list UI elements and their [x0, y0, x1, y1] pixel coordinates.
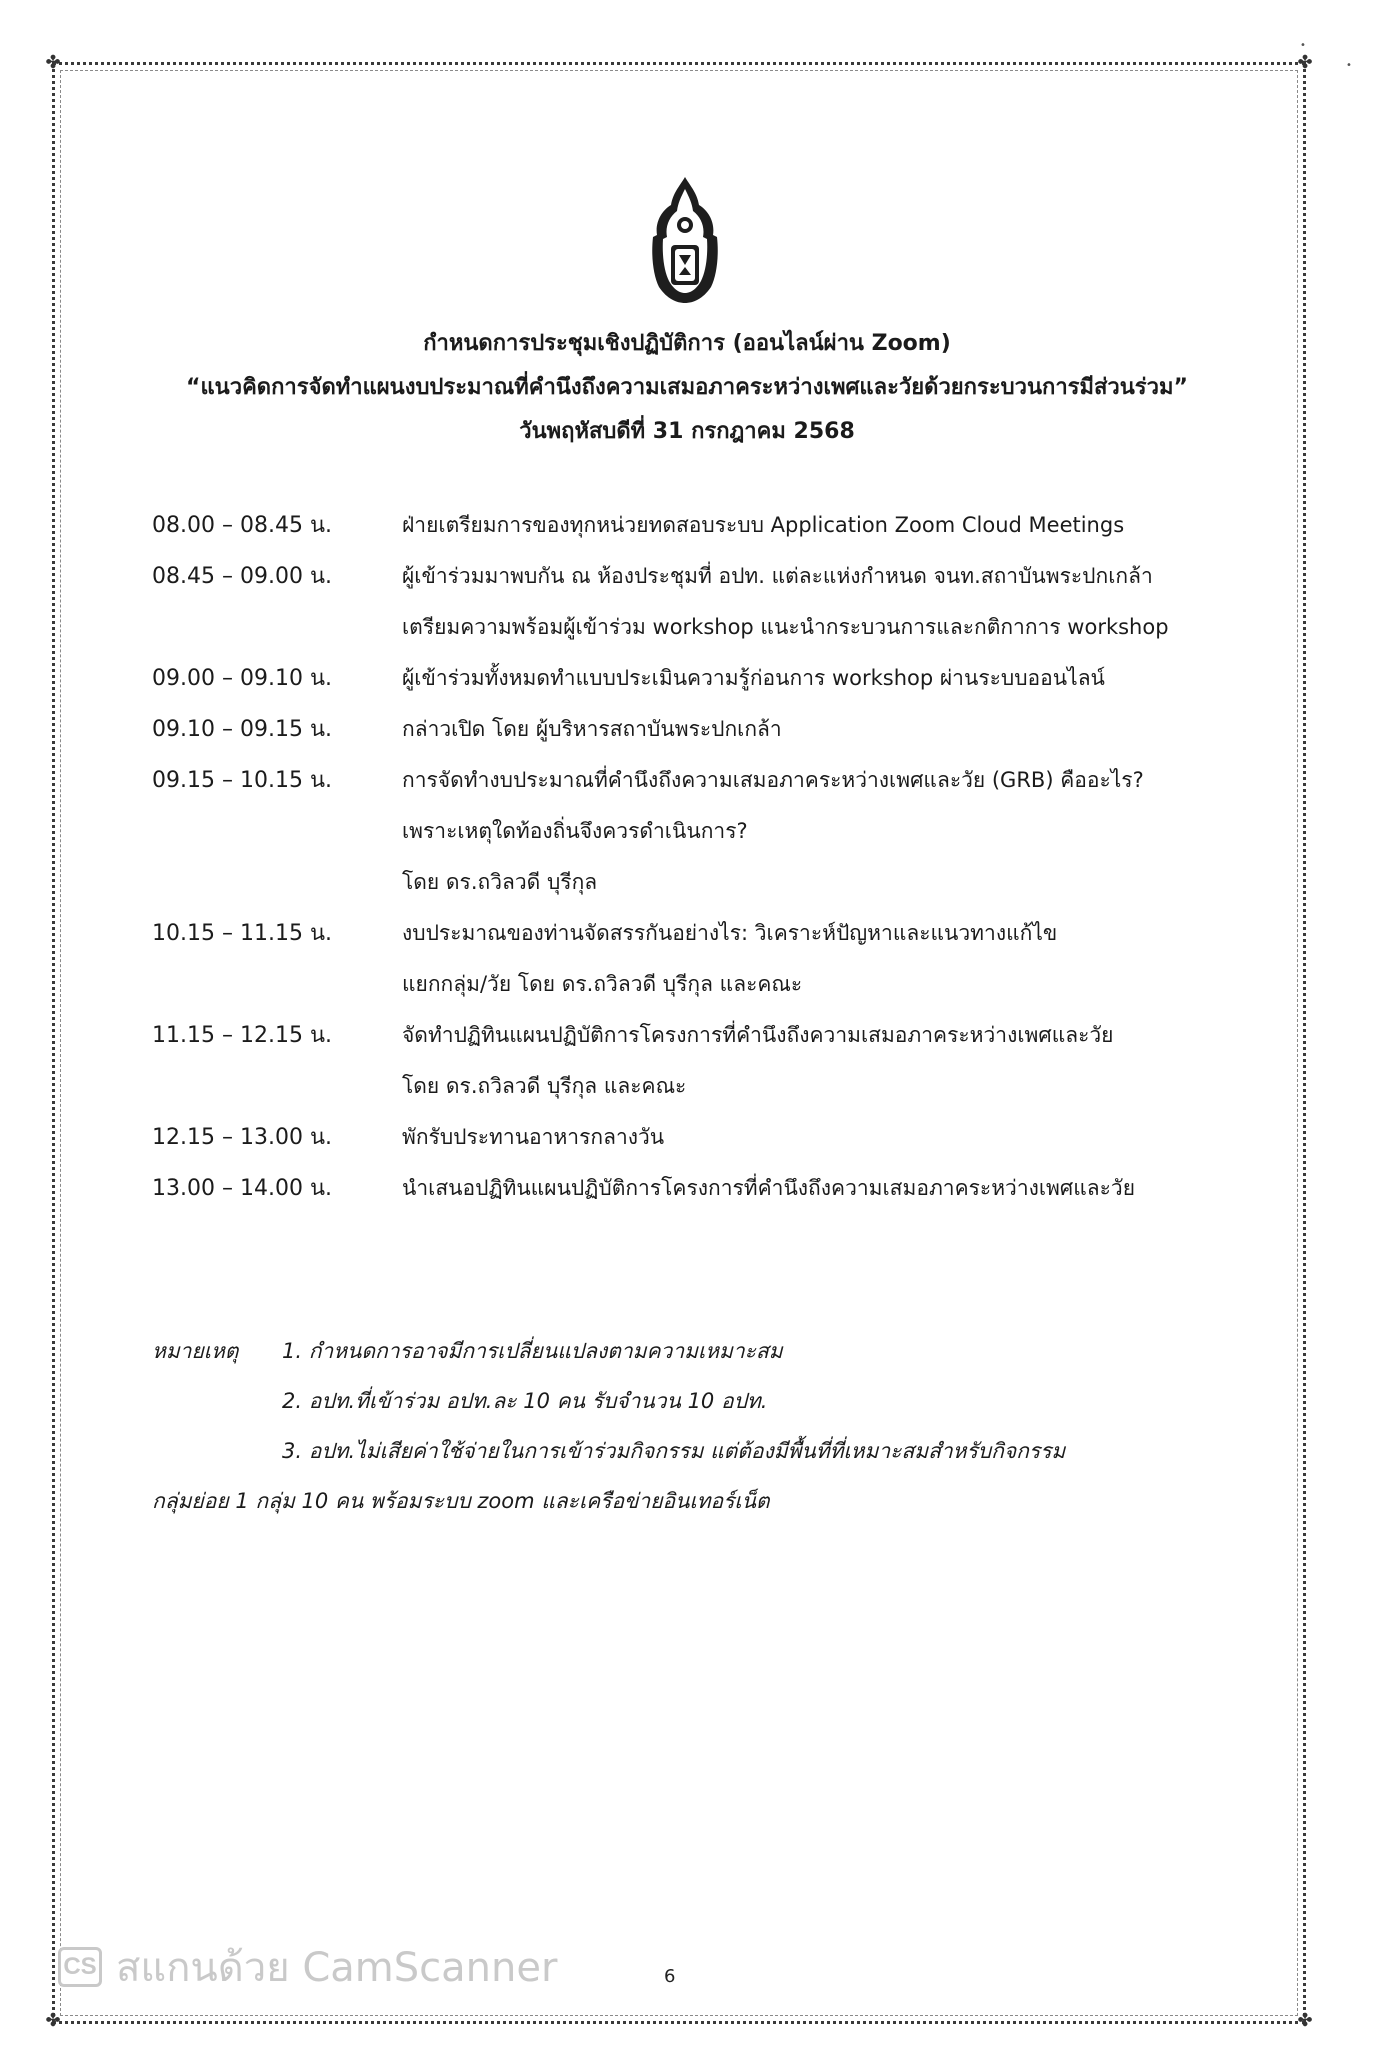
- schedule-time: 10.15 – 11.15 น.: [152, 921, 332, 946]
- corner-ornament-icon: ✤: [45, 52, 61, 73]
- schedule-description: นำเสนอปฏิทินแผนปฏิบัติการโครงการที่คำนึงถึงความเสมอภาคระหว่างเพศและวัย: [402, 1176, 1136, 1200]
- corner-ornament-icon: ✤: [1297, 52, 1313, 73]
- schedule-row: [152, 1010, 1262, 1112]
- scan-speck: •: [1346, 60, 1352, 71]
- notes-label: หมายเหตุ: [152, 1339, 239, 1363]
- schedule-time: 08.45 – 09.00 น.: [152, 564, 332, 589]
- schedule-time: 12.15 – 13.00 น.: [152, 1125, 332, 1150]
- camscanner-logo-icon: CS: [58, 1947, 102, 1987]
- title-line-3: วันพฤหัสบดีที่ 31 กรกฎาคม 2568: [519, 419, 855, 444]
- note-item: 3. อปท.ไม่เสียค่าใช้จ่ายในการเข้าร่วมกิจกรรม แต่ต้องมีพื้นที่ที่เหมาะสมสำหรับกิจกรรม: [282, 1439, 1066, 1463]
- schedule-description: การจัดทำงบประมาณที่คำนึงถึงความเสมอภาคระหว่างเพศและวัย (GRB) คืออะไร?: [402, 768, 1144, 792]
- note-continuation: กลุ่มย่อย 1 กลุ่ม 10 คน พร้อมระบบ zoom และเครือข่ายอินเทอร์เน็ต: [152, 1489, 770, 1513]
- schedule-list: [152, 500, 1262, 1214]
- schedule-description: พักรับประทานอาหารกลางวัน: [402, 1125, 665, 1149]
- schedule-row: [152, 551, 1262, 653]
- camscanner-watermark: [58, 1942, 557, 1992]
- schedule-description: กล่าวเปิด โดย ผู้บริหารสถาบันพระปกเกล้า: [402, 717, 782, 741]
- schedule-time: 13.00 – 14.00 น.: [152, 1176, 332, 1201]
- schedule-speaker: โดย ดร.ถวิลวดี บุรีกุล และคณะ: [402, 1074, 687, 1098]
- title-block: [120, 322, 1254, 454]
- schedule-description: ผู้เข้าร่วมทั้งหมดทำแบบประเมินความรู้ก่อนการ workshop ผ่านระบบออนไลน์: [402, 666, 1105, 690]
- scan-speck: •: [1300, 40, 1306, 51]
- schedule-time: 09.10 – 09.15 น.: [152, 717, 332, 742]
- note-item: 1. กำหนดการอาจมีการเปลี่ยนแปลงตามความเหมาะสม: [282, 1339, 783, 1363]
- title-line-1: กำหนดการประชุมเชิงปฏิบัติการ (ออนไลน์ผ่าน Zoom): [423, 331, 951, 356]
- corner-ornament-icon: ✤: [1297, 2010, 1313, 2031]
- schedule-time: 09.15 – 10.15 น.: [152, 768, 332, 793]
- corner-ornament-icon: ✤: [45, 2010, 61, 2031]
- schedule-description: ฝ่ายเตรียมการของทุกหน่วยทดสอบระบบ Application Zoom Cloud Meetings: [402, 513, 1125, 537]
- schedule-speaker: แยกกลุ่ม/วัย โดย ดร.ถวิลวดี บุรีกุล และคณะ: [402, 972, 803, 996]
- schedule-time: 11.15 – 12.15 น.: [152, 1023, 332, 1048]
- schedule-description: ผู้เข้าร่วมมาพบกัน ณ ห้องประชุมที่ อปท. แต่ละแห่งกำหนด จนท.สถาบันพระปกเกล้า: [402, 564, 1153, 588]
- schedule-time: 09.00 – 09.10 น.: [152, 666, 332, 691]
- title-line-2: “แนวคิดการจัดทำแผนงบประมาณที่คำนึงถึงความเสมอภาคระหว่างเพศและวัยด้วยกระบวนการมีส่วนร่วม”: [186, 375, 1188, 400]
- schedule-description: งบประมาณของท่านจัดสรรกันอย่างไร: วิเคราะห์ปัญหาและแนวทางแก้ไข: [402, 921, 1058, 945]
- schedule-row: [152, 908, 1262, 1010]
- schedule-description: จัดทำปฏิทินแผนปฏิบัติการโครงการที่คำนึงถึงความเสมอภาคระหว่างเพศและวัย: [402, 1023, 1114, 1047]
- watermark-text: สแกนด้วย CamScanner: [116, 1945, 558, 1991]
- schedule-row: [152, 704, 1262, 755]
- schedule-description: เพราะเหตุใดท้องถิ่นจึงควรดำเนินการ?: [402, 819, 748, 843]
- schedule-row: [152, 500, 1262, 551]
- page-number: 6: [664, 1966, 676, 1987]
- schedule-description: เตรียมความพร้อมผู้เข้าร่วม workshop แนะนำกระบวนการและกติกาการ workshop: [402, 615, 1169, 639]
- schedule-row: [152, 653, 1262, 704]
- schedule-time: 08.00 – 08.45 น.: [152, 513, 332, 538]
- notes-section: [152, 1326, 1262, 1526]
- note-item: 2. อปท.ที่เข้าร่วม อปท.ละ 10 คน รับจำนวน 10 อปท.: [282, 1389, 768, 1413]
- schedule-row: [152, 755, 1262, 908]
- institute-emblem-icon: [643, 175, 727, 305]
- schedule-speaker: โดย ดร.ถวิลวดี บุรีกุล: [402, 870, 598, 894]
- schedule-row: [152, 1112, 1262, 1163]
- schedule-row: [152, 1163, 1262, 1214]
